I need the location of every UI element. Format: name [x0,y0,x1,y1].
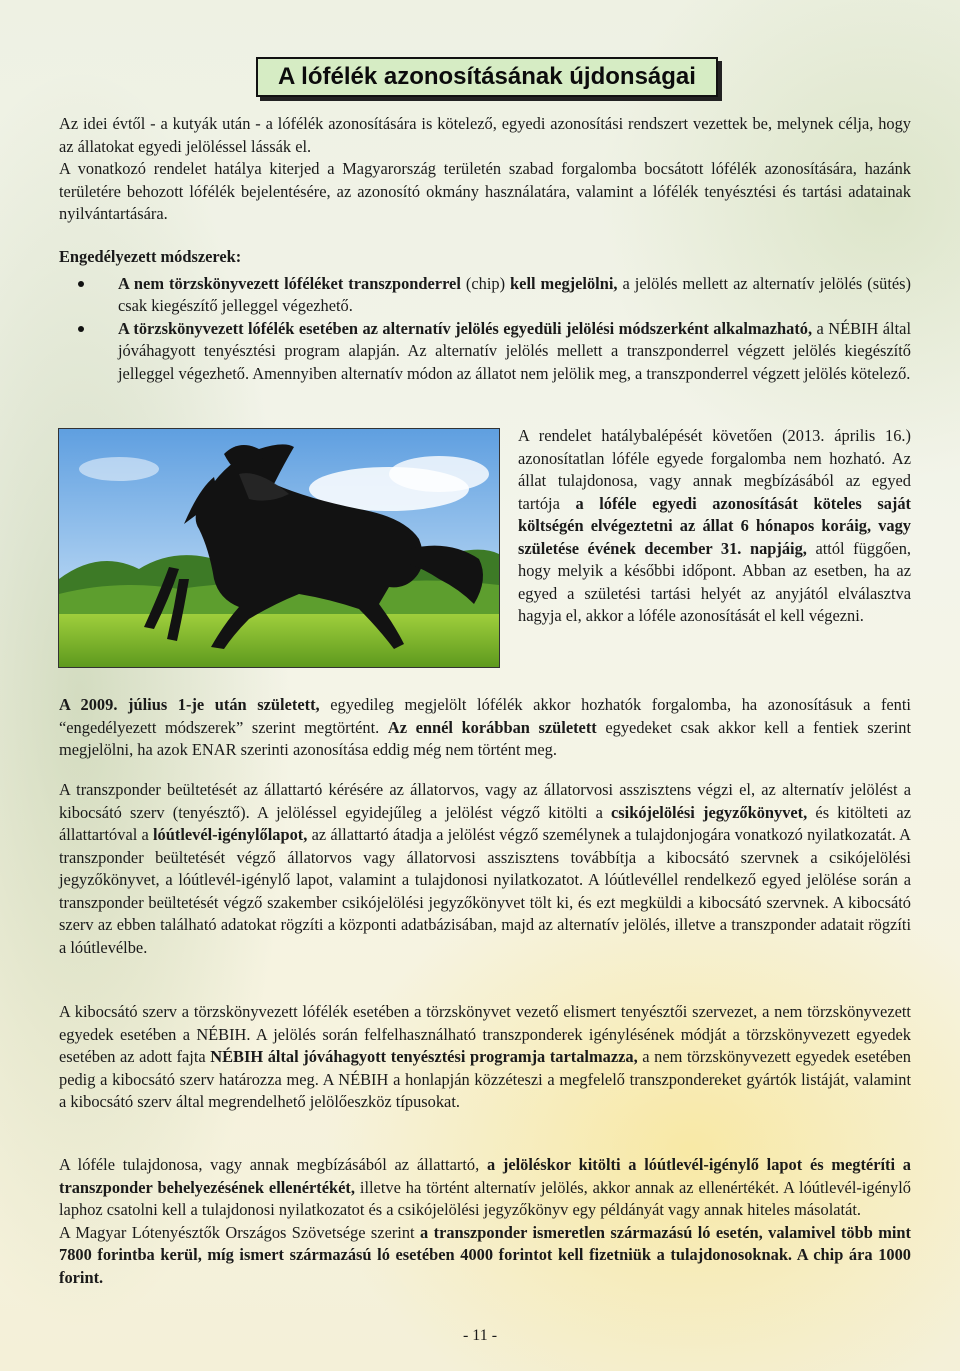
bold-text: a lóféle egyedi azonosítását köteles saját költségén elvégeztetni az állat 6 hónapos koráig, vagy születése évének december 31. napjáig, [518,493,911,558]
bold-text: NÉBIH által jóváhagyott tenyésztési programja tartalmazza, [210,1047,638,1066]
regulation-paragraph [518,425,911,628]
owner-paragraph [59,1154,911,1289]
text: és kitölteti az állattartóval a [59,802,911,844]
intro-paragraph-2: A vonatkozó rendelet hatálya kiterjed a Magyarország területén szabad forgalomba bocsátott lófélék azonosítására, hazánk területére behozott lófélék bejelentésére, az azonosító okmány használatára, valamint a lófélék tenyésztési és tartási adatainak nyilvántartására. [59,159,911,223]
bold-text: Az ennél korábban született [387,717,597,737]
text: A transzponder beültetését az állattartó kérésére az állatorvos, vagy az állatorvosi asszisztens végzi el, az alternatív jelölést a kibocsátó szerv (tenyésztő). A jelöléssel egyidejűleg a jelölést végző kitölti a [59,780,911,822]
issuer-paragraph [59,1001,911,1114]
text: attól függően, hogy melyik a későbbi időpont. Abban az esetben, ha az egyed a születési tartási helyét az anyjától elválasztva hagyja el, akkor a lóféle azonosítását el kell végezni. [518,538,911,625]
text: illetve ha történt alternatív jelölés, akkor annak az ellenértékét. A lóútlevél-igénylő laphoz csatolni kell a tulajdonosi nyilatkozatot és a csikójelölési jegyzőkönyv egy példányát vagy annak hiteles másolatát. [59,1177,911,1219]
methods-section [59,246,911,385]
text: A lóféle tulajdonosa, vagy annak megbízásából az állattartó, [59,1155,487,1174]
mlosz-paragraph [59,1222,911,1290]
methods-heading: Engedélyezett módszerek: [59,247,242,266]
bold-text: kell megjelölni, [510,273,618,293]
paragraph-2009 [59,694,911,762]
text: (chip) [460,273,511,293]
text: a nem törzskönyvezett egyedek esetében pedig a kibocsátó szerv határozza meg. A NÉBIH a honlapján közzéteszi a megfelelő transzpondereket gyártók listáját, valamint a kibocsátó szerv által megrendelhető jelölőeszköz típusokat. [59,1047,911,1111]
text: a NÉBIH által jóváhagyott tenyésztési program alapján. Az alternatív jelölés mellett a transzponderrel végzett jelölés kiegészítő jelleggel végezhető. Amennyiben alternatív módon az állatot nem jelölik meg, a transzponderrel végzett jelölés kötelező. [118,318,911,383]
horse-photo [58,428,500,668]
page-number: - 11 - [462,1327,498,1344]
text: A Magyar Lótenyésztők Országos Szövetsége szerint [59,1222,421,1242]
intro-section [59,113,911,226]
bold-text: A 2009. július 1-je után született, [59,695,320,714]
bold-text: A törzskönyvezett lófélék esetében az alternatív jelölés egyedüli jelölési módszerként alkalmazható, [118,318,813,338]
intro-paragraph-1: Az idei évtől - a kutyák után - a lófélék azonosítására is kötelező, egyedi azonosítási rendszert vezettek be, melynek célja, hogy az állatokat egyedi jelöléssel lássák el. [59,114,911,156]
text: egyedeket csak akkor kell a fentiek szerint megjelölni, ha azok ENAR szerinti azonosítása eddig még nem történt meg. [59,717,911,759]
bold-text: a transzponder ismeretlen származású ló esetén, valamivel több mint 7800 forintba kerül, míg ismert származású ló esetében 4000 forintot kell fizetniük a tulajdonosoknak. A chip ára 1000 forint. [59,1222,911,1287]
bold-text: A nem törzskönyvezett lóféléket transzponderrel [118,273,461,293]
text: A rendelet hatálybalépését követően (2013. április 16.) azonosítatlan lóféle egyede forgalomba nem hozható. Az állat tulajdonosa, vagy annak megbízásából az egyed tartója [518,426,911,513]
bold-text: lóútlevél-igénylőlapot, [153,825,308,844]
list-item [59,318,911,386]
horse-illustration [59,429,499,667]
text: A kibocsátó szerv a törzskönyvezett lófélék esetében a törzskönyvet vezető elismert tenyésztői szervezet, a nem törzskönyvezett egyedek esetében a NÉBIH. A jelölés során felfelhasználható transzponderek igénylésének módját a törzskönyvezett egyedek esetében az adott fajta [59,1002,911,1066]
text: a jelölés mellett az alternatív jelölés (sütés) csak kiegészítő jelleggel végezhető. [118,273,912,315]
bold-text: csikójelölési jegyzőkönyvet, [611,802,808,822]
text: az állattartó átadja a jelölést végző személynek a tulajdonjogára vonatkozó nyilatkozatát. A transzponder beültetését végző állatorvos vagy állatorvosi asszisztens továbbítja a kibocsátó szervnek a csikójelölési jegyzőkönyvet, a lóútlevél-igénylő lapot, valamint a tulajdonosi nyilatkozatot. A lóútlevéllel rendelkező egyed jelölése során a transzponder beültetését végző szakember csikójelölési jegyzőkönyvet tölt ki, és ezt megküldi a kibocsátó szervnek. A kibocsátó szerv az ebben található adatokat rögzíti a központi adatbázisában, majd az alternatív jelölés, illetve a transzponder adatait rögzíti a lóútlevélbe. [59,825,911,957]
title-box [256,57,718,97]
bold-text: a jelöléskor kitölti a lóútlevél-igénylő lapot és megtéríti a transzponder behelyezésének ellenértékét, [59,1155,911,1197]
text: egyedileg megjelölt lófélék akkor hozhatók forgalomba, ha azonosításuk a fenti “engedélyezett módszerek” szerint megtörtént. [59,695,911,737]
methods-list [59,273,911,386]
list-item [59,273,911,318]
transponder-paragraph [59,779,911,959]
page-title: A lófélék azonosításának újdonságai [278,63,696,90]
